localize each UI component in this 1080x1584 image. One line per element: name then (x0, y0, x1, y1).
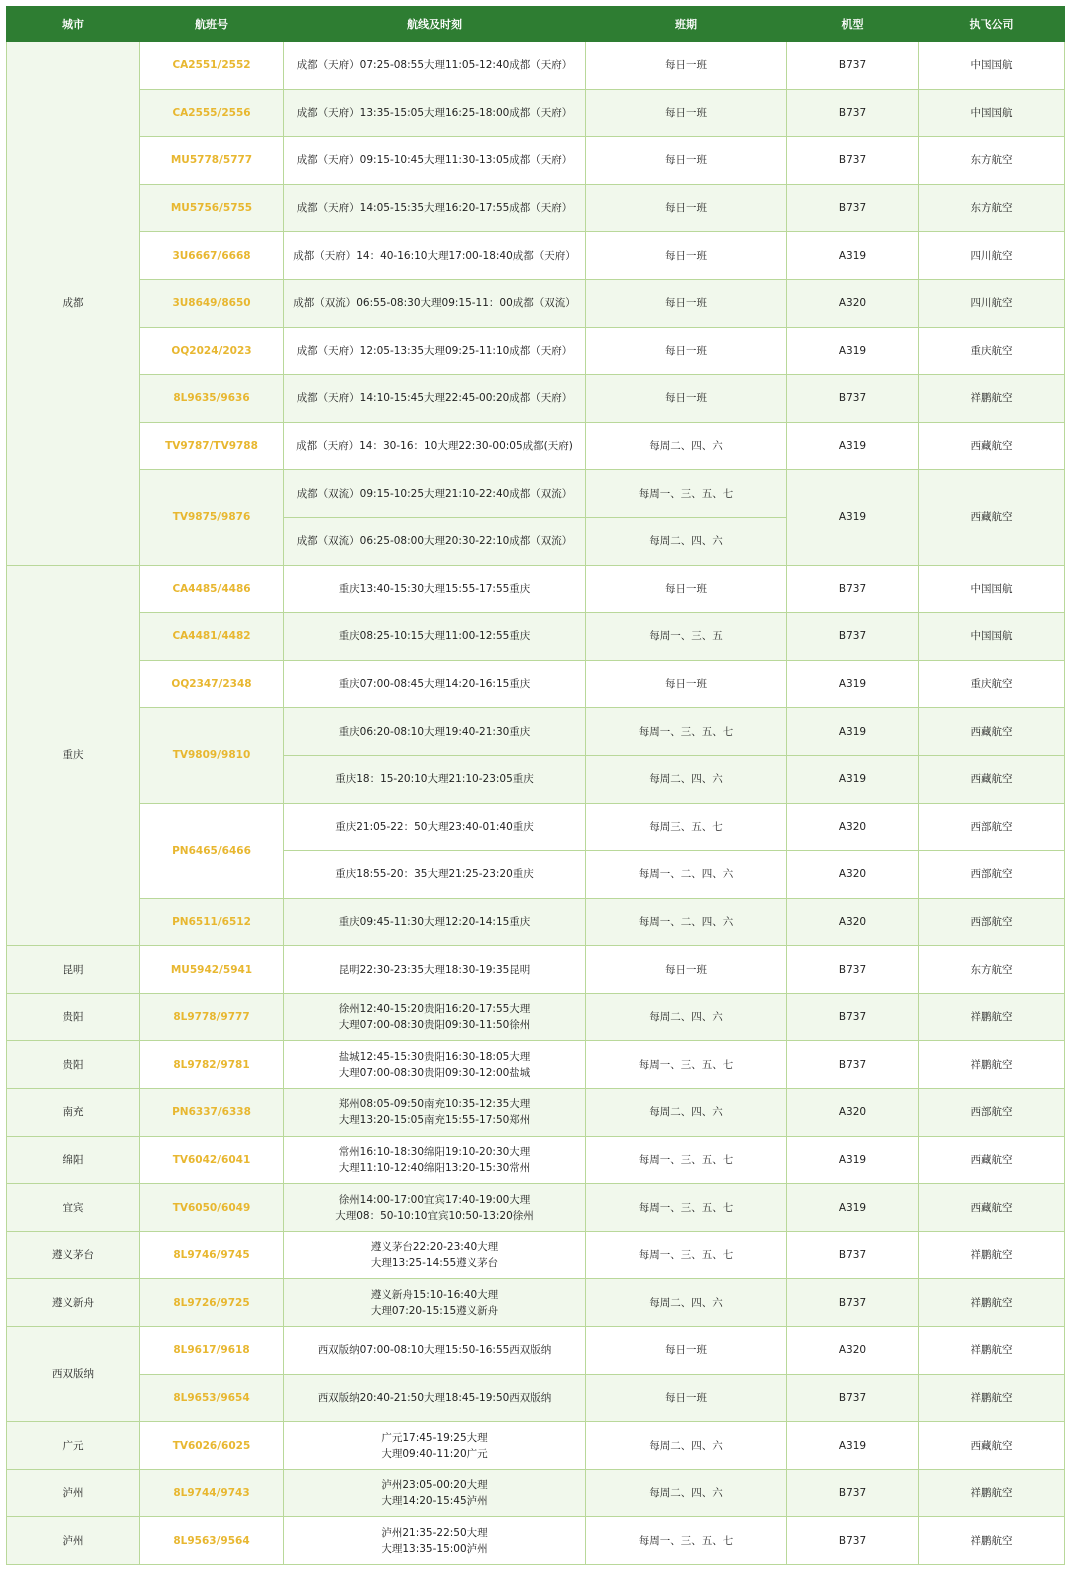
flight-number-cell: TV6026/6025 (140, 1422, 284, 1470)
flight-number-cell: 3U6667/6668 (140, 232, 284, 280)
route-line: 泸州23:05-00:20大理 (381, 1479, 488, 1492)
airline-cell: 祥鹏航空 (919, 1517, 1065, 1565)
airline-cell: 重庆航空 (919, 660, 1065, 708)
airline-cell: 祥鹏航空 (919, 1041, 1065, 1089)
aircraft-type-cell: A319 (787, 755, 919, 803)
airline-cell: 祥鹏航空 (919, 1374, 1065, 1422)
route-line: 重庆09:45-11:30大理12:20-14:15重庆 (338, 915, 531, 928)
route-line: 成都（天府）14：30-16：10大理22:30-00:05成都(天府) (296, 440, 573, 453)
table-row (7, 422, 1065, 470)
airline-cell: 东方航空 (919, 946, 1065, 994)
airline-cell: 四川航空 (919, 232, 1065, 280)
route-cell (284, 993, 586, 1041)
city-cell: 南充 (7, 1089, 140, 1137)
route-cell (284, 1041, 586, 1089)
flight-number-cell: 8L9563/9564 (140, 1517, 284, 1565)
route-cell (284, 1517, 586, 1565)
airline-cell: 祥鹏航空 (919, 993, 1065, 1041)
route-line: 成都（天府）09:15-10:45大理11:30-13:05成都（天府） (296, 154, 573, 167)
route-line: 成都（天府）13:35-15:05大理16:25-18:00成都（天府） (296, 106, 573, 119)
route-line: 成都（天府）14:05-15:35大理16:20-17:55成都（天府） (296, 202, 573, 215)
table-row (7, 565, 1065, 613)
aircraft-type-cell: A319 (787, 660, 919, 708)
flight-number-cell: 8L9726/9725 (140, 1279, 284, 1327)
airline-cell: 中国国航 (919, 613, 1065, 661)
header-airline: 执飞公司 (919, 7, 1065, 42)
route-line: 常州16:10-18:30绵阳19:10-20:30大理 (338, 1145, 531, 1158)
route-line: 徐州12:40-15:20贵阳16:20-17:55大理 (338, 1003, 531, 1016)
schedule-days-cell: 每日一班 (586, 42, 787, 90)
route-line: 西双版纳07:00-08:10大理15:50-16:55西双版纳 (317, 1344, 552, 1357)
route-cell (284, 565, 586, 613)
city-cell: 贵阳 (7, 1041, 140, 1089)
flight-number-cell: 8L9617/9618 (140, 1327, 284, 1375)
route-line: 成都（双流）06:25-08:00大理20:30-22:10成都（双流） (296, 535, 573, 548)
route-cell (284, 517, 586, 565)
aircraft-type-cell: B737 (787, 1041, 919, 1089)
flight-number-cell: PN6511/6512 (140, 898, 284, 946)
airline-cell: 西藏航空 (919, 1136, 1065, 1184)
schedule-days-cell: 每周一、三、五、七 (586, 1041, 787, 1089)
aircraft-type-cell: B737 (787, 565, 919, 613)
flight-number-cell: CA2555/2556 (140, 89, 284, 137)
route-cell (284, 1422, 586, 1470)
aircraft-type-cell: A319 (787, 422, 919, 470)
schedule-days-cell: 每周一、二、四、六 (586, 851, 787, 899)
airline-cell: 西部航空 (919, 803, 1065, 851)
schedule-days-cell: 每日一班 (586, 565, 787, 613)
flight-number-cell: 8L9782/9781 (140, 1041, 284, 1089)
aircraft-type-cell: B737 (787, 89, 919, 137)
header-aircraft-type: 机型 (787, 7, 919, 42)
schedule-days-cell: 每周二、四、六 (586, 1089, 787, 1137)
aircraft-type-cell: B737 (787, 184, 919, 232)
aircraft-type-cell: A319 (787, 1184, 919, 1232)
aircraft-type-cell: B737 (787, 1469, 919, 1517)
header-city: 城市 (7, 7, 140, 42)
table-row (7, 613, 1065, 661)
route-line: 成都（双流）06:55-08:30大理09:15-11：00成都（双流） (293, 297, 576, 310)
route-line: 昆明22:30-23:35大理18:30-19:35昆明 (338, 963, 531, 976)
flight-number-cell: TV9787/TV9788 (140, 422, 284, 470)
table-body (7, 42, 1065, 1565)
header-route-times: 航线及时刻 (284, 7, 586, 42)
route-line: 徐州14:00-17:00宜宾17:40-19:00大理 (338, 1193, 531, 1206)
route-cell (284, 1374, 586, 1422)
flight-number-cell: MU5942/5941 (140, 946, 284, 994)
table-row (7, 1136, 1065, 1184)
schedule-days-cell: 每周二、四、六 (586, 422, 787, 470)
table-row (7, 137, 1065, 185)
airline-cell: 中国国航 (919, 565, 1065, 613)
table-row (7, 1279, 1065, 1327)
route-line: 大理14:20-15:45泸州 (381, 1495, 488, 1508)
aircraft-type-cell: A320 (787, 1089, 919, 1137)
table-header-row (7, 7, 1065, 42)
schedule-days-cell: 每日一班 (586, 232, 787, 280)
route-line: 大理07:20-15:15遵义新舟 (370, 1304, 499, 1317)
airline-cell: 中国国航 (919, 42, 1065, 90)
table-row (7, 184, 1065, 232)
route-cell (284, 1184, 586, 1232)
table-row (7, 1231, 1065, 1279)
route-cell (284, 42, 586, 90)
route-line: 遵义茅台22:20-23:40大理 (370, 1241, 499, 1254)
route-line: 广元17:45-19:25大理 (381, 1431, 488, 1444)
aircraft-type-cell: B737 (787, 1374, 919, 1422)
airline-cell: 东方航空 (919, 184, 1065, 232)
route-cell (284, 1089, 586, 1137)
route-cell (284, 755, 586, 803)
airline-cell: 西藏航空 (919, 708, 1065, 756)
schedule-days-cell: 每周一、三、五、七 (586, 708, 787, 756)
header-schedule-days: 班期 (586, 7, 787, 42)
aircraft-type-cell: B737 (787, 1279, 919, 1327)
flight-number-cell: PN6465/6466 (140, 803, 284, 898)
schedule-days-cell: 每周一、三、五、七 (586, 1136, 787, 1184)
schedule-days-cell: 每周二、四、六 (586, 517, 787, 565)
schedule-days-cell: 每日一班 (586, 279, 787, 327)
aircraft-type-cell: B737 (787, 1517, 919, 1565)
route-line: 盐城12:45-15:30贵阳16:30-18:05大理 (338, 1050, 531, 1063)
city-cell: 广元 (7, 1422, 140, 1470)
route-cell (284, 851, 586, 899)
table-row (7, 1041, 1065, 1089)
table-row (7, 803, 1065, 851)
city-cell: 遵义茅台 (7, 1231, 140, 1279)
route-line: 重庆13:40-15:30大理15:55-17:55重庆 (338, 582, 531, 595)
aircraft-type-cell: A320 (787, 279, 919, 327)
schedule-days-cell: 每周二、四、六 (586, 1279, 787, 1327)
schedule-days-cell: 每日一班 (586, 137, 787, 185)
route-line: 西双版纳20:40-21:50大理18:45-19:50西双版纳 (317, 1391, 552, 1404)
airline-cell: 西藏航空 (919, 755, 1065, 803)
route-line: 重庆21:05-22：50大理23:40-01:40重庆 (335, 820, 534, 833)
route-line: 成都（天府）12:05-13:35大理09:25-11:10成都（天府） (296, 344, 573, 357)
flight-number-cell: CA2551/2552 (140, 42, 284, 90)
route-cell (284, 660, 586, 708)
table-row (7, 89, 1065, 137)
schedule-days-cell: 每周一、三、五、七 (586, 1184, 787, 1232)
airline-cell: 祥鹏航空 (919, 1469, 1065, 1517)
aircraft-type-cell: B737 (787, 946, 919, 994)
table-row (7, 1374, 1065, 1422)
airline-cell: 祥鹏航空 (919, 1279, 1065, 1327)
table-row (7, 1184, 1065, 1232)
flight-number-cell: 8L9635/9636 (140, 375, 284, 423)
route-cell (284, 898, 586, 946)
route-line: 重庆08:25-10:15大理11:00-12:55重庆 (338, 630, 531, 643)
flight-number-cell: OQ2347/2348 (140, 660, 284, 708)
airline-cell: 西藏航空 (919, 422, 1065, 470)
flight-number-cell: TV9809/9810 (140, 708, 284, 803)
aircraft-type-cell: A320 (787, 1327, 919, 1375)
route-line: 重庆18：15-20:10大理21:10-23:05重庆 (335, 773, 534, 786)
airline-cell: 西藏航空 (919, 470, 1065, 565)
flight-number-cell: OQ2024/2023 (140, 327, 284, 375)
table-row (7, 1517, 1065, 1565)
aircraft-type-cell: A319 (787, 327, 919, 375)
schedule-days-cell: 每周二、四、六 (586, 755, 787, 803)
airline-cell: 重庆航空 (919, 327, 1065, 375)
airline-cell: 中国国航 (919, 89, 1065, 137)
table-row (7, 993, 1065, 1041)
route-line: 成都（天府）14：40-16:10大理17:00-18:40成都（天府） (293, 249, 576, 262)
route-cell (284, 708, 586, 756)
flight-number-cell: MU5778/5777 (140, 137, 284, 185)
route-cell (284, 1279, 586, 1327)
route-line: 遵义新舟15:10-16:40大理 (370, 1288, 499, 1301)
route-line: 大理07:00-08:30贵阳09:30-12:00盐城 (338, 1066, 531, 1079)
table-row (7, 1422, 1065, 1470)
route-line: 大理13:20-15:05南充15:55-17:50郑州 (338, 1114, 531, 1127)
route-cell (284, 375, 586, 423)
schedule-days-cell: 每日一班 (586, 327, 787, 375)
route-cell (284, 1327, 586, 1375)
schedule-days-cell: 每日一班 (586, 184, 787, 232)
flight-number-cell: TV9875/9876 (140, 470, 284, 565)
route-cell (284, 1231, 586, 1279)
route-line: 郑州08:05-09:50南充10:35-12:35大理 (338, 1098, 531, 1111)
schedule-days-cell: 每日一班 (586, 660, 787, 708)
table-row (7, 1089, 1065, 1137)
schedule-days-cell: 每周一、三、五、七 (586, 1517, 787, 1565)
city-cell: 绵阳 (7, 1136, 140, 1184)
aircraft-type-cell: B737 (787, 993, 919, 1041)
aircraft-type-cell: A320 (787, 898, 919, 946)
route-line: 成都（天府）14:10-15:45大理22:45-00:20成都（天府） (296, 392, 573, 405)
airline-cell: 四川航空 (919, 279, 1065, 327)
route-line: 泸州21:35-22:50大理 (381, 1526, 488, 1539)
aircraft-type-cell: A320 (787, 851, 919, 899)
table-row (7, 327, 1065, 375)
airline-cell: 西部航空 (919, 851, 1065, 899)
schedule-days-cell: 每周一、三、五 (586, 613, 787, 661)
aircraft-type-cell: A320 (787, 803, 919, 851)
flight-number-cell: 3U8649/8650 (140, 279, 284, 327)
flight-number-cell: MU5756/5755 (140, 184, 284, 232)
schedule-days-cell: 每周一、二、四、六 (586, 898, 787, 946)
city-cell: 泸州 (7, 1469, 140, 1517)
flight-number-cell: TV6050/6049 (140, 1184, 284, 1232)
aircraft-type-cell: B737 (787, 1231, 919, 1279)
table-row (7, 470, 1065, 518)
flight-number-cell: 8L9746/9745 (140, 1231, 284, 1279)
table-row (7, 1469, 1065, 1517)
table-row (7, 279, 1065, 327)
route-cell (284, 184, 586, 232)
flight-number-cell: 8L9778/9777 (140, 993, 284, 1041)
route-line: 重庆07:00-08:45大理14:20-16:15重庆 (338, 678, 531, 691)
aircraft-type-cell: B737 (787, 375, 919, 423)
schedule-days-cell: 每周二、四、六 (586, 1422, 787, 1470)
aircraft-type-cell: A319 (787, 470, 919, 565)
flight-number-cell: PN6337/6338 (140, 1089, 284, 1137)
city-cell: 宜宾 (7, 1184, 140, 1232)
route-cell (284, 89, 586, 137)
route-cell (284, 1136, 586, 1184)
city-cell: 遵义新舟 (7, 1279, 140, 1327)
table-row (7, 946, 1065, 994)
table-row (7, 660, 1065, 708)
route-cell (284, 946, 586, 994)
airline-cell: 西部航空 (919, 898, 1065, 946)
schedule-days-cell: 每日一班 (586, 1327, 787, 1375)
route-line: 大理07:00-08:30贵阳09:30-11:50徐州 (338, 1019, 531, 1032)
aircraft-type-cell: B737 (787, 137, 919, 185)
route-cell (284, 279, 586, 327)
city-cell: 成都 (7, 42, 140, 566)
route-line: 大理11:10-12:40绵阳13:20-15:30常州 (338, 1161, 531, 1174)
airline-cell: 西藏航空 (919, 1184, 1065, 1232)
schedule-days-cell: 每周一、三、五、七 (586, 470, 787, 518)
airline-cell: 祥鹏航空 (919, 1231, 1065, 1279)
aircraft-type-cell: A319 (787, 708, 919, 756)
route-line: 成都（双流）09:15-10:25大理21:10-22:40成都（双流） (296, 487, 573, 500)
airline-cell: 西藏航空 (919, 1422, 1065, 1470)
airline-cell: 祥鹏航空 (919, 1327, 1065, 1375)
flight-number-cell: 8L9744/9743 (140, 1469, 284, 1517)
route-cell (284, 470, 586, 518)
route-line: 大理09:40-11:20广元 (381, 1447, 488, 1460)
table-row (7, 1327, 1065, 1375)
flight-schedule (6, 6, 1064, 1565)
city-cell: 重庆 (7, 565, 140, 946)
route-line: 重庆18:55-20：35大理21:25-23:20重庆 (335, 868, 534, 881)
schedule-days-cell: 每周二、四、六 (586, 993, 787, 1041)
city-cell: 昆明 (7, 946, 140, 994)
city-cell: 西双版纳 (7, 1327, 140, 1422)
route-cell (284, 803, 586, 851)
aircraft-type-cell: A319 (787, 1136, 919, 1184)
route-line: 重庆06:20-08:10大理19:40-21:30重庆 (338, 725, 531, 738)
schedule-days-cell: 每日一班 (586, 375, 787, 423)
route-line: 成都（天府）07:25-08:55大理11:05-12:40成都（天府） (296, 59, 573, 72)
schedule-days-cell: 每日一班 (586, 89, 787, 137)
airline-cell: 西部航空 (919, 1089, 1065, 1137)
table-row (7, 898, 1065, 946)
aircraft-type-cell: B737 (787, 42, 919, 90)
aircraft-type-cell: A319 (787, 1422, 919, 1470)
table-row (7, 375, 1065, 423)
airline-cell: 祥鹏航空 (919, 375, 1065, 423)
schedule-days-cell: 每周一、三、五、七 (586, 1231, 787, 1279)
table-row (7, 232, 1065, 280)
route-cell (284, 1469, 586, 1517)
schedule-days-cell: 每周二、四、六 (586, 1469, 787, 1517)
aircraft-type-cell: A319 (787, 232, 919, 280)
schedule-days-cell: 每日一班 (586, 946, 787, 994)
flight-number-cell: CA4481/4482 (140, 613, 284, 661)
route-cell (284, 613, 586, 661)
flight-number-cell: 8L9653/9654 (140, 1374, 284, 1422)
route-cell (284, 422, 586, 470)
flight-schedule-table (6, 6, 1065, 1565)
airline-cell: 东方航空 (919, 137, 1065, 185)
aircraft-type-cell: B737 (787, 613, 919, 661)
route-line: 大理13:35-15:00泸州 (381, 1542, 488, 1555)
schedule-days-cell: 每周三、五、七 (586, 803, 787, 851)
route-line: 大理08：50-10:10宜宾10:50-13:20徐州 (335, 1209, 534, 1222)
route-cell (284, 327, 586, 375)
flight-number-cell: CA4485/4486 (140, 565, 284, 613)
table-row (7, 708, 1065, 756)
route-cell (284, 232, 586, 280)
route-cell (284, 137, 586, 185)
city-cell: 泸州 (7, 1517, 140, 1565)
table-row (7, 42, 1065, 90)
route-line: 大理13:25-14:55遵义茅台 (370, 1257, 499, 1270)
city-cell: 贵阳 (7, 993, 140, 1041)
header-flight-number: 航班号 (140, 7, 284, 42)
schedule-days-cell: 每日一班 (586, 1374, 787, 1422)
flight-number-cell: TV6042/6041 (140, 1136, 284, 1184)
